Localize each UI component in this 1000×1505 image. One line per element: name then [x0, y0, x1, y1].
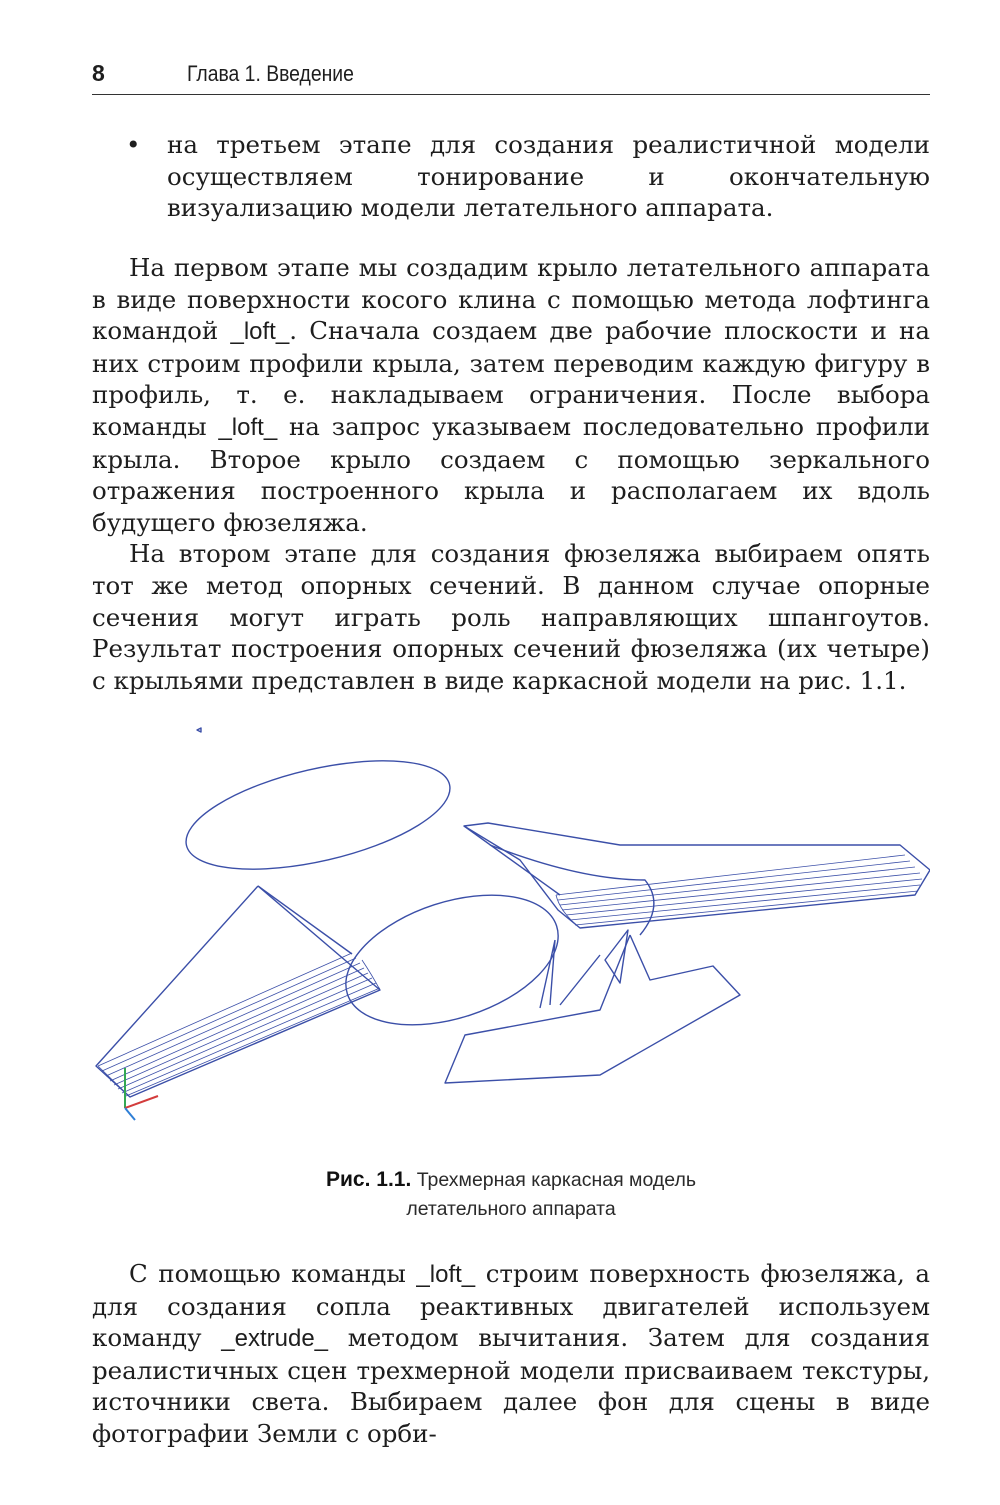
text-run: С помощью команды [129, 1259, 417, 1288]
bullet-text: на третьем этапе для создания реалистичной модели осуществляем тонирование и окончательную визуализацию модели летательного аппарата. [167, 130, 930, 223]
body-text-lower [92, 1258, 930, 1450]
text-run: . Сначала создаем две рабочие плоскости и на них строим профили крыла, затем переводим каждую фигуру в профиль, т. е. накладываем ограничения. После выбора команды [92, 316, 930, 441]
caption-line-2: летательного аппарата [406, 1198, 616, 1220]
left-wing-edge [258, 886, 352, 954]
text-run: на запрос указываем последовательно профили крыла. Второе крыло создаем с помощью зеркального отражения построенного крыла и располагаем их вдоль будущего фюзеляжа. [92, 411, 931, 537]
fuselage-section [329, 871, 574, 1049]
text-run: На первом этапе мы создадим крыло летательного аппарата в виде поверхности косого клина с помощью метода лофтинга командой [92, 253, 930, 346]
running-head [92, 58, 930, 95]
list-item [92, 129, 930, 224]
body-text [92, 252, 930, 696]
text-run: строим поверхность фюзеляжа, а для создания сопла реактивных двигателей используем команду [92, 1259, 930, 1353]
mark [197, 728, 201, 732]
right-wing-edge [464, 826, 560, 895]
chapter-title: Глава 1. Введение [187, 61, 354, 86]
text-run: методом вычитания. Затем для создания реалистичных сцен трехмерной модели присваиваем текстуры, источники света. Выбираем далее фон для сцены в виде фотографии Земли с орби- [92, 1323, 930, 1448]
tail-fin [560, 955, 600, 1005]
wireframe-figure [90, 700, 930, 1130]
left-wing-edge [96, 886, 380, 1097]
bullet-list [92, 129, 930, 224]
tail-plate [445, 935, 740, 1083]
page-number: 8 [92, 60, 105, 86]
caption-text: Трехмерная каркасная модель [411, 1169, 696, 1191]
tail-fin [605, 930, 628, 983]
right-wing-surface [556, 855, 922, 928]
command-loft: _loft_ [218, 413, 278, 441]
paragraph-2: На втором этапе для создания фюзеляжа выбираем опять тот же метод опорных сечений. В данном случае опорные сечения могут играть роль направляющих шпангоутов. Результат построения опорных сечений фюзеляжа (их четыре) с крыльями представлен в виде каркасной модели на рис. 1.1. [92, 539, 930, 695]
left-wing-surface [98, 953, 380, 1097]
caption-label: Рис. 1.1. [326, 1168, 412, 1191]
bullet-mark: • [126, 130, 141, 159]
figure-caption [92, 1165, 930, 1224]
paragraph-3 [92, 1258, 930, 1450]
command-loft: _loft_ [416, 1261, 476, 1288]
caption-line-1 [92, 1165, 930, 1195]
paragraph-1 [92, 252, 930, 538]
tail-fin [540, 940, 555, 1008]
command-extrude: _extrude_ [221, 1325, 329, 1353]
command-loft: _loft_ [230, 318, 290, 346]
top-ellipse [176, 740, 460, 890]
